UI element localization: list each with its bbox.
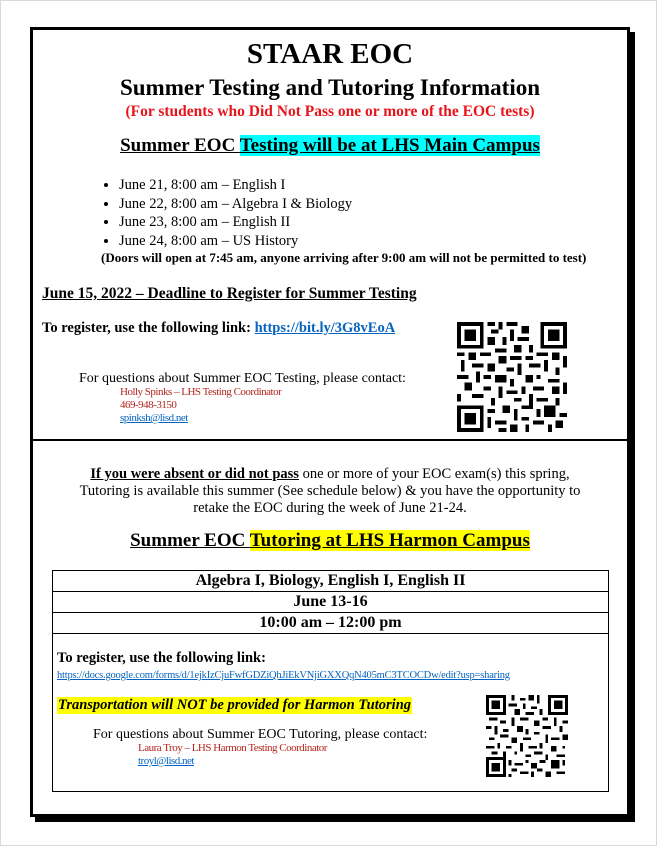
register-label: To register, use the following link: [57, 650, 262, 666]
absent-lead: If you were absent or did not pass: [90, 466, 299, 482]
tutoring-register-line: [57, 650, 266, 667]
testing-heading-prefix: Summer EOC: [120, 135, 240, 156]
list-item: • June 24, 8:00 am – US History: [119, 232, 352, 251]
list-item: • June 21, 8:00 am – English I: [119, 176, 352, 195]
tutoring-heading-prefix: Summer EOC: [130, 530, 250, 551]
tutoring-contact: [138, 742, 327, 768]
absent-notice: [33, 466, 627, 517]
eligibility-note: (For students who Did Not Pass one or more of the EOC tests): [125, 103, 535, 120]
contact-email-link[interactable]: spinksh@lisd.net: [120, 412, 188, 424]
page-title: STAAR EOC: [246, 38, 414, 70]
contact-phone: 469-948-3150: [120, 399, 177, 411]
absent-line-3: retake the EOC during the week of June 21-24.: [193, 500, 467, 516]
flyer-frame: [30, 27, 630, 817]
testing-contact: [120, 386, 281, 425]
absent-line-2: Tutoring is available this summer (See schedule below) & you have the opportunity to: [79, 483, 581, 499]
doors-note: (Doors will open at 7:45 am, anyone arriving after 9:00 am will not be permitted to test): [101, 250, 587, 265]
testing-heading-highlight: Testing will be at LHS Main Campus: [239, 135, 540, 156]
contact-name: Holly Spinks – LHS Testing Coordinator: [120, 386, 282, 398]
page-subtitle: Summer Testing and Tutoring Information: [119, 75, 541, 100]
tutoring-heading-highlight: Tutoring at LHS Harmon Campus: [249, 530, 530, 551]
absent-rest: one or more of your EOC exam(s) this spring,: [298, 466, 570, 482]
schedule-subjects: Algebra I, Biology, English I, English II: [53, 571, 608, 592]
testing-questions-text: For questions about Summer EOC Testing, please contact:: [79, 371, 406, 386]
tutoring-questions-text: For questions about Summer EOC Tutoring, please contact:: [93, 727, 428, 742]
list-item: • June 23, 8:00 am – English II: [119, 213, 352, 232]
tutoring-heading: [33, 530, 627, 552]
tutoring-qr-code[interactable]: [486, 695, 568, 777]
transportation-notice: Transportation will NOT be provided for Harmon Tutoring: [58, 697, 412, 713]
absent-line-1: [33, 466, 627, 483]
tutoring-register-link[interactable]: https://docs.google.com/forms/d/1ejkIzCjuFwfGDZiQhJiEkVNjiGXXQqN405mC3TCOCDw/edit?usp=sharing: [57, 670, 510, 681]
testing-register-line: [42, 320, 395, 337]
register-label: To register, use the following link: [42, 320, 247, 336]
list-item: • June 22, 8:00 am – Algebra I & Biology: [119, 195, 352, 214]
testing-qr-code[interactable]: [457, 322, 567, 432]
contact-email-link[interactable]: troyl@lisd.net: [138, 755, 194, 767]
testing-heading: [33, 135, 627, 157]
schedule-time: 10:00 am – 12:00 pm: [53, 613, 608, 634]
registration-deadline: June 15, 2022 – Deadline to Register for Summer Testing: [42, 285, 417, 302]
schedule-dates: June 13-16: [53, 592, 608, 613]
register-colon: :: [246, 320, 255, 336]
testing-register-link[interactable]: https://bit.ly/3G8vEoA: [254, 320, 396, 336]
testing-date-list: [95, 176, 352, 250]
contact-name: Laura Troy – LHS Harmon Testing Coordinator: [138, 742, 327, 754]
register-colon: :: [261, 650, 266, 666]
section-divider: [33, 439, 627, 441]
